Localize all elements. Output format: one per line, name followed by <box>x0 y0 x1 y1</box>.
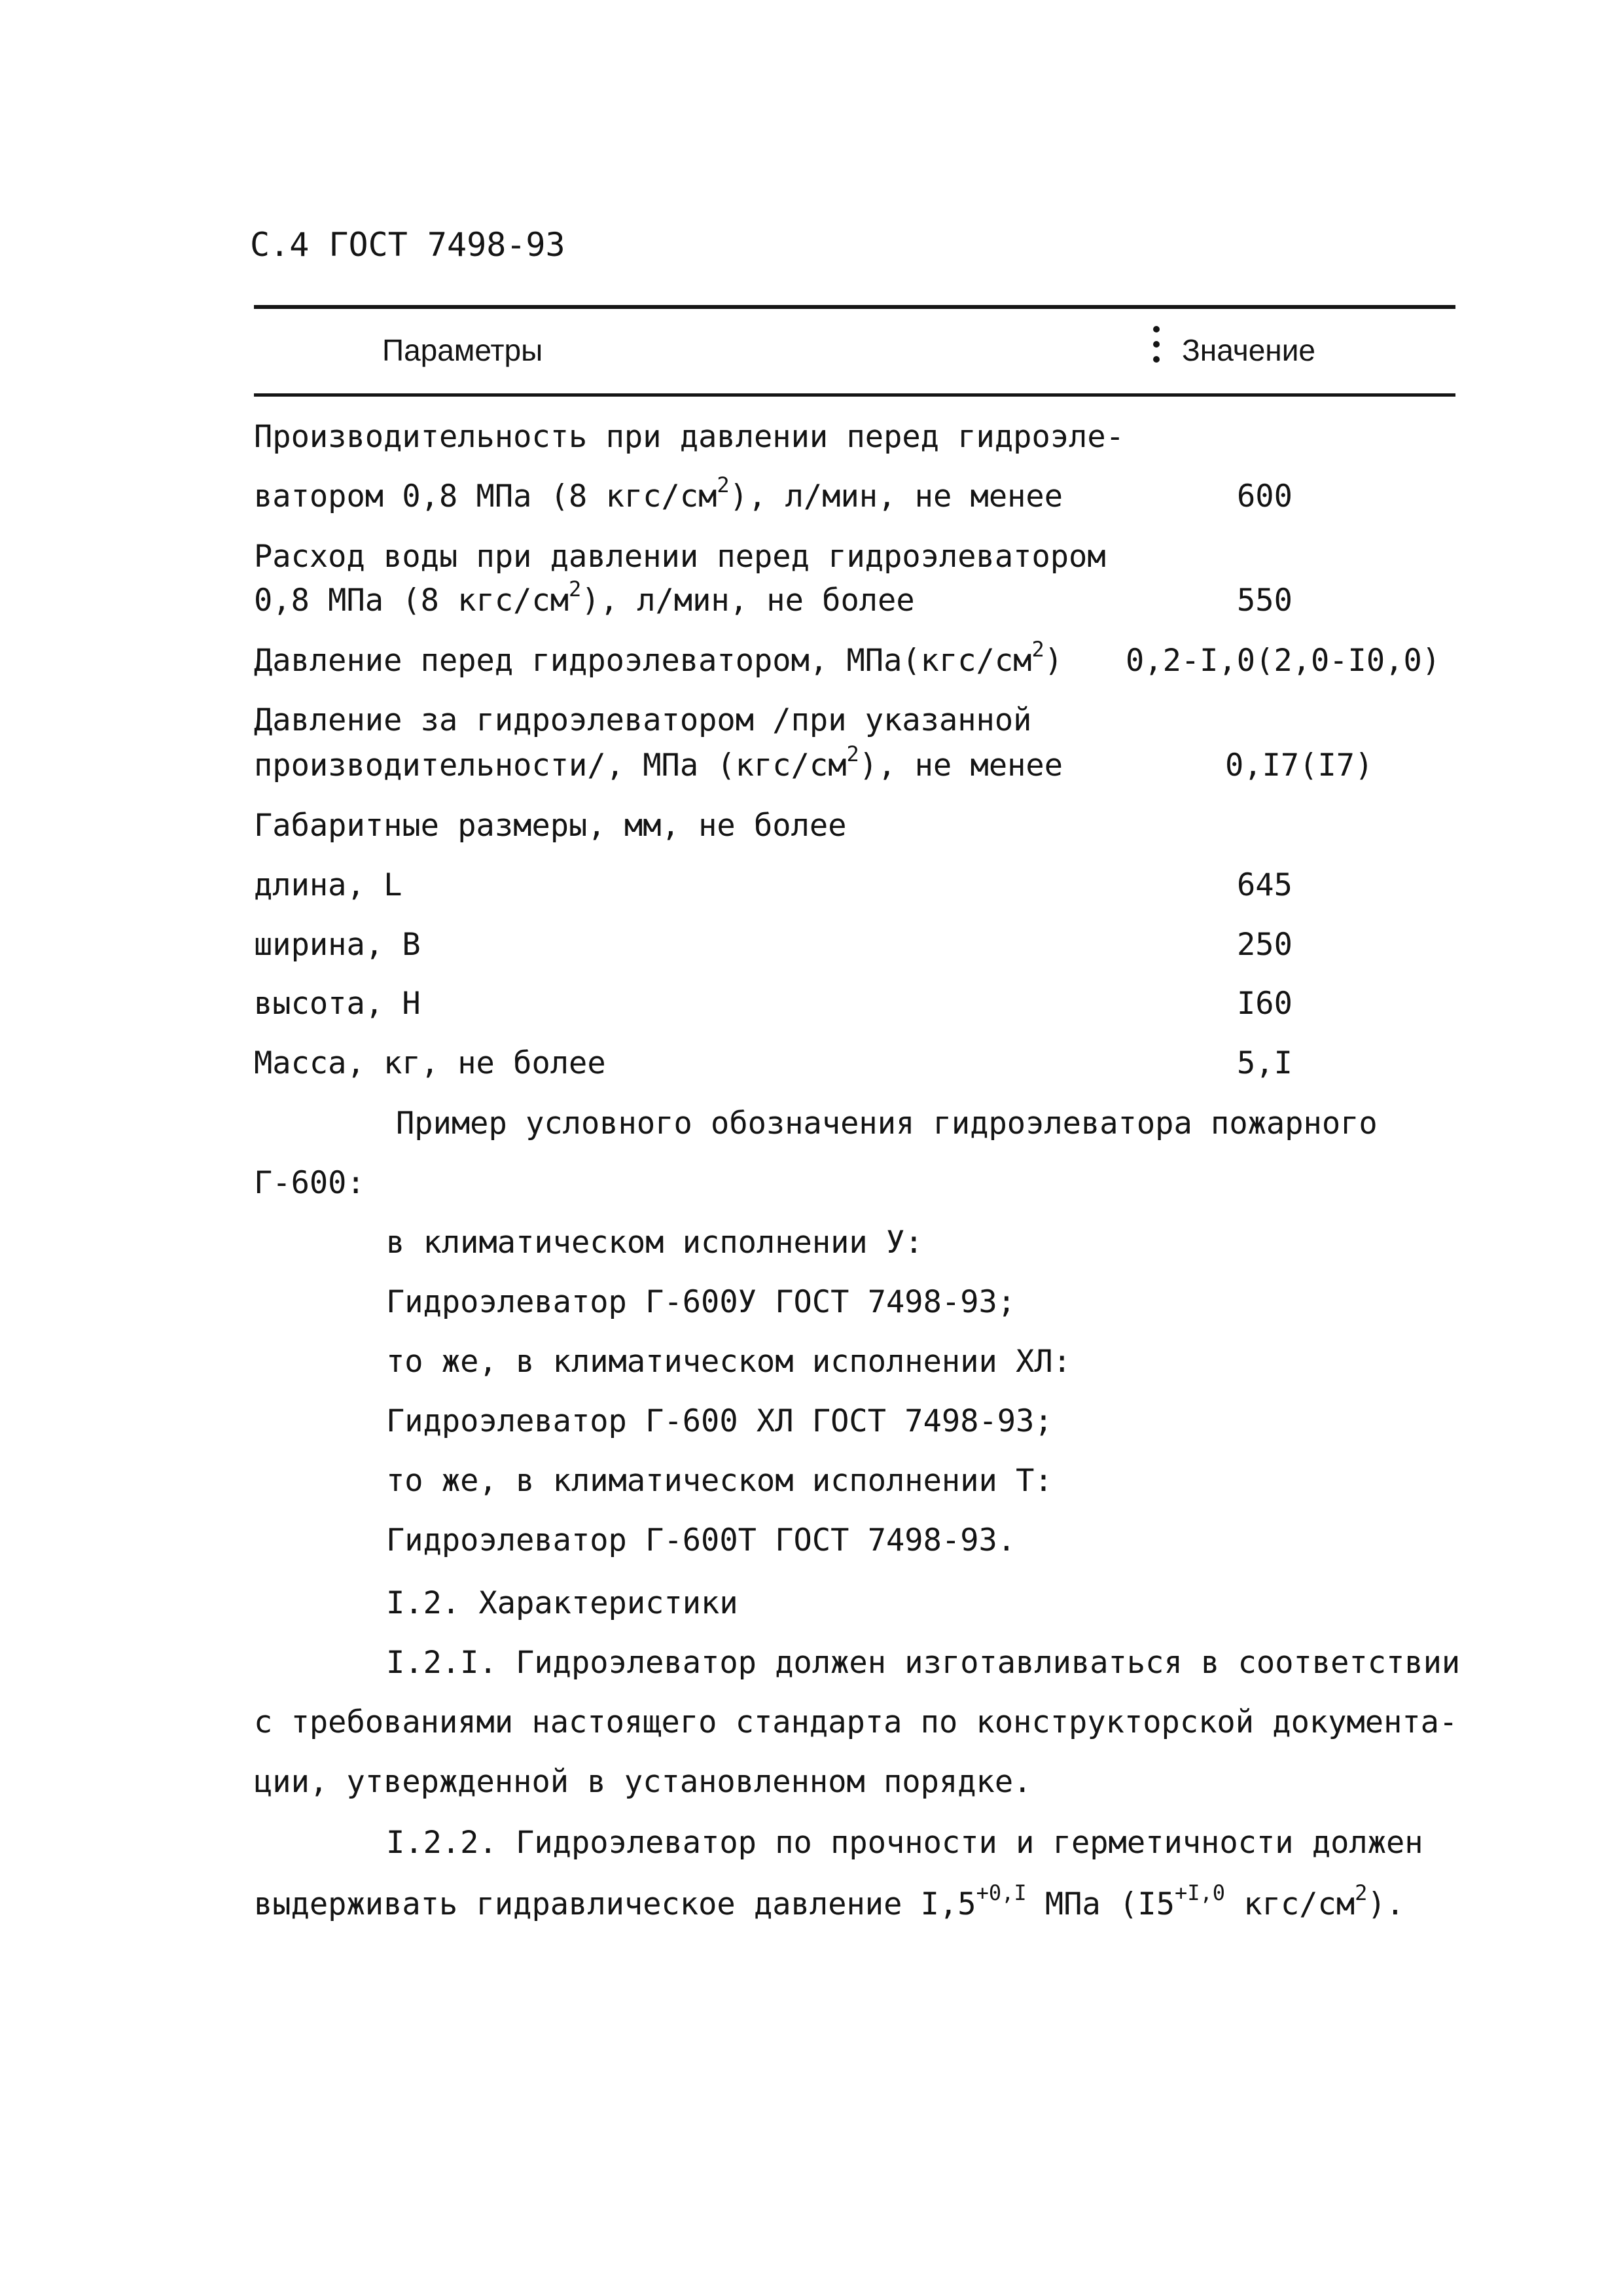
table-row-param-line: Давление за гидроэлеватором /при указанной <box>254 702 1032 738</box>
table-row-param-line: ватором 0,8 МПа (8 кгс/$см^2$), л/мин, не менее <box>254 473 1063 514</box>
table-row-value: 550 <box>1237 583 1293 619</box>
table-row-param: высота, Н <box>254 986 421 1022</box>
paragraph-line: с требованиями настоящего стандарта по конструкторской документа- <box>254 1704 1458 1740</box>
column-header-value: Значение <box>1182 333 1315 367</box>
column-header-params: Параметры <box>382 333 543 367</box>
example-line: то же, в климатическом исполнении ХЛ: <box>386 1344 1071 1380</box>
table-row-param-line: 0,8 МПа (8 кгс/$см^2$), л/мин, не более <box>254 577 915 619</box>
table-row-param-line: Давление перед гидроэлеватором, $МПа(кгс/см^2)$ <box>254 637 1063 679</box>
example-line: Гидроэлеватор Г-600У ГОСТ 7498-93; <box>386 1284 1016 1320</box>
paragraph-line: ции, утвержденной в установленном порядке. <box>254 1764 1032 1800</box>
example-line: Гидроэлеватор Г-600Т ГОСТ 7498-93. <box>386 1522 1016 1558</box>
table-top-rule <box>254 305 1455 309</box>
table-row-value: 0,2-I,0(2,0-I0,0) <box>1126 643 1441 679</box>
table-row-value: 250 <box>1237 927 1293 963</box>
example-intro-continued: Г-600: <box>254 1165 365 1201</box>
page-header: С.4 ГОСТ 7498-93 <box>250 226 565 264</box>
table-row-param: Масса, кг, не более <box>254 1045 606 1081</box>
table-row-value: 5,I <box>1237 1045 1293 1081</box>
table-row-param-line: Производительность при давлении перед гидроэле- <box>254 419 1124 455</box>
paragraph-line: I.2.2. Гидроэлеватор по прочности и герметичности должен <box>386 1825 1423 1861</box>
table-row-param: Габаритные размеры, мм, не более <box>254 808 847 844</box>
table-row-param-line: Расход воды при давлении перед гидроэлеватором <box>254 539 1106 575</box>
example-line: то же, в климатическом исполнении Т: <box>386 1463 1053 1499</box>
example-intro: Пример условного обозначения гидроэлеватора пожарного <box>396 1105 1378 1141</box>
table-row-param-line: производительности/, МПа $(кгс/см^2)$, не менее <box>254 742 1063 783</box>
table-header-rule <box>254 393 1455 397</box>
example-line: в климатическом исполнении У: <box>386 1225 923 1261</box>
table-row-param: длина, L <box>254 867 402 903</box>
table-row-value: 0,I7(I7) <box>1225 747 1374 783</box>
table-row-value: 600 <box>1237 478 1293 514</box>
example-line: Гидроэлеватор Г-600 ХЛ ГОСТ 7498-93; <box>386 1403 1053 1439</box>
column-separator <box>1152 326 1161 378</box>
section-title: I.2. Характеристики <box>386 1585 738 1621</box>
table-row-param: ширина, В <box>254 927 421 963</box>
paragraph-line: I.2.I. Гидроэлеватор должен изготавливаться в соответствии <box>386 1645 1461 1681</box>
paragraph-line: выдерживать гидравлическое давление $I,5^{+0,I}$ МПа ($I5^{+I,0}$ кгс/$см^2$). <box>254 1880 1404 1922</box>
table-row-value: I60 <box>1237 986 1293 1022</box>
table-row-value: 645 <box>1237 867 1293 903</box>
